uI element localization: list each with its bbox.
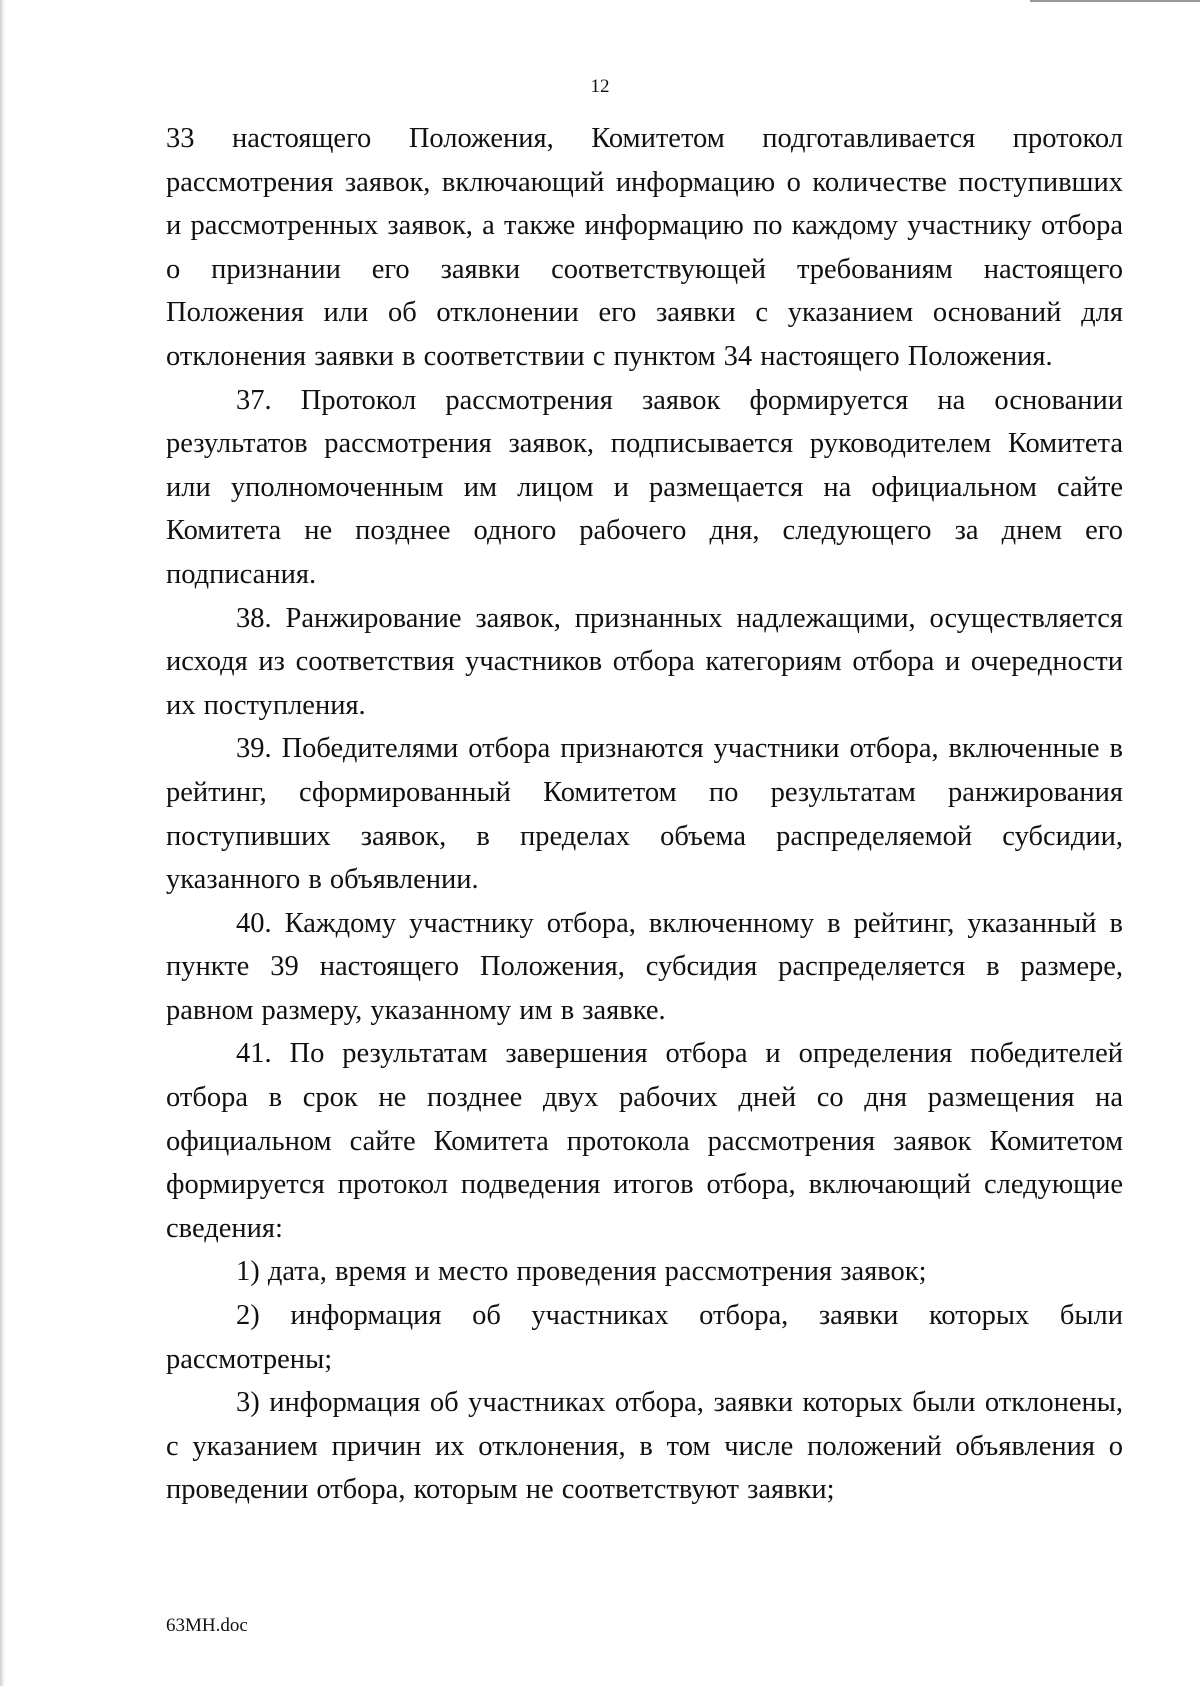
footer-filename: 63МН.doc bbox=[166, 1615, 248, 1636]
paragraph-39: 39. Победителями отбора признаются участники отбора, включенные в рейтинг, сформированный Комитетом по результатам ранжирования поступивших заявок, в пределах объема распределяемой субсидии, указанного в объявлении. bbox=[166, 733, 1123, 896]
scan-edge bbox=[0, 0, 6, 1686]
list-item-3: 3) информация об участниках отбора, заявки которых были отклонены, с указанием причин их отклонения, в том числе положений объявления о проведении отбора, которым не соответствуют заявки; bbox=[166, 1387, 1123, 1506]
list-item-2: 2) информация об участниках отбора, заявки которых были рассмотрены; bbox=[166, 1300, 1123, 1375]
page-number: 12 bbox=[590, 76, 610, 97]
paragraph-41: 41. По результатам завершения отбора и определения победителей отбора в срок не позднее двух рабочих дней со дня размещения на официальном сайте Комитета протокола рассмотрения заявок Комитетом формируется протокол подведения итогов отбора, включающий следующие сведения: bbox=[166, 1038, 1123, 1244]
paragraph-continuation: 33 настоящего Положения, Комитетом подготавливается протокол рассмотрения заявок, включающий информацию о количестве поступивших и рассмотренных заявок, а также информацию по каждому участнику отбора о признании его заявки соответствующей требованиям настоящего Положения или об отклонении его заявки с указанием оснований для отклонения заявки в соответствии с пунктом 34 настоящего Положения. bbox=[166, 123, 1123, 372]
top-rule bbox=[1030, 0, 1200, 2]
paragraph-40: 40. Каждому участнику отбора, включенному в рейтинг, указанный в пункте 39 настоящего Положения, субсидия распределяется в размере, равном размеру, указанному им в заявке. bbox=[166, 907, 1123, 1026]
paragraph-38: 38. Ранжирование заявок, признанных надлежащими, осуществляется исходя из соответствия участников отбора категориям отбора и очередности их поступления. bbox=[166, 602, 1123, 721]
list-item-1: 1) дата, время и место проведения рассмотрения заявок; bbox=[236, 1256, 927, 1288]
document-body bbox=[166, 117, 1123, 1512]
paragraph-37: 37. Протокол рассмотрения заявок формируется на основании результатов рассмотрения заявок, подписывается руководителем Комитета или уполномоченным им лицом и размещается на официальном сайте Комитета не позднее одного рабочего дня, следующего за днем его подписания. bbox=[166, 384, 1123, 590]
